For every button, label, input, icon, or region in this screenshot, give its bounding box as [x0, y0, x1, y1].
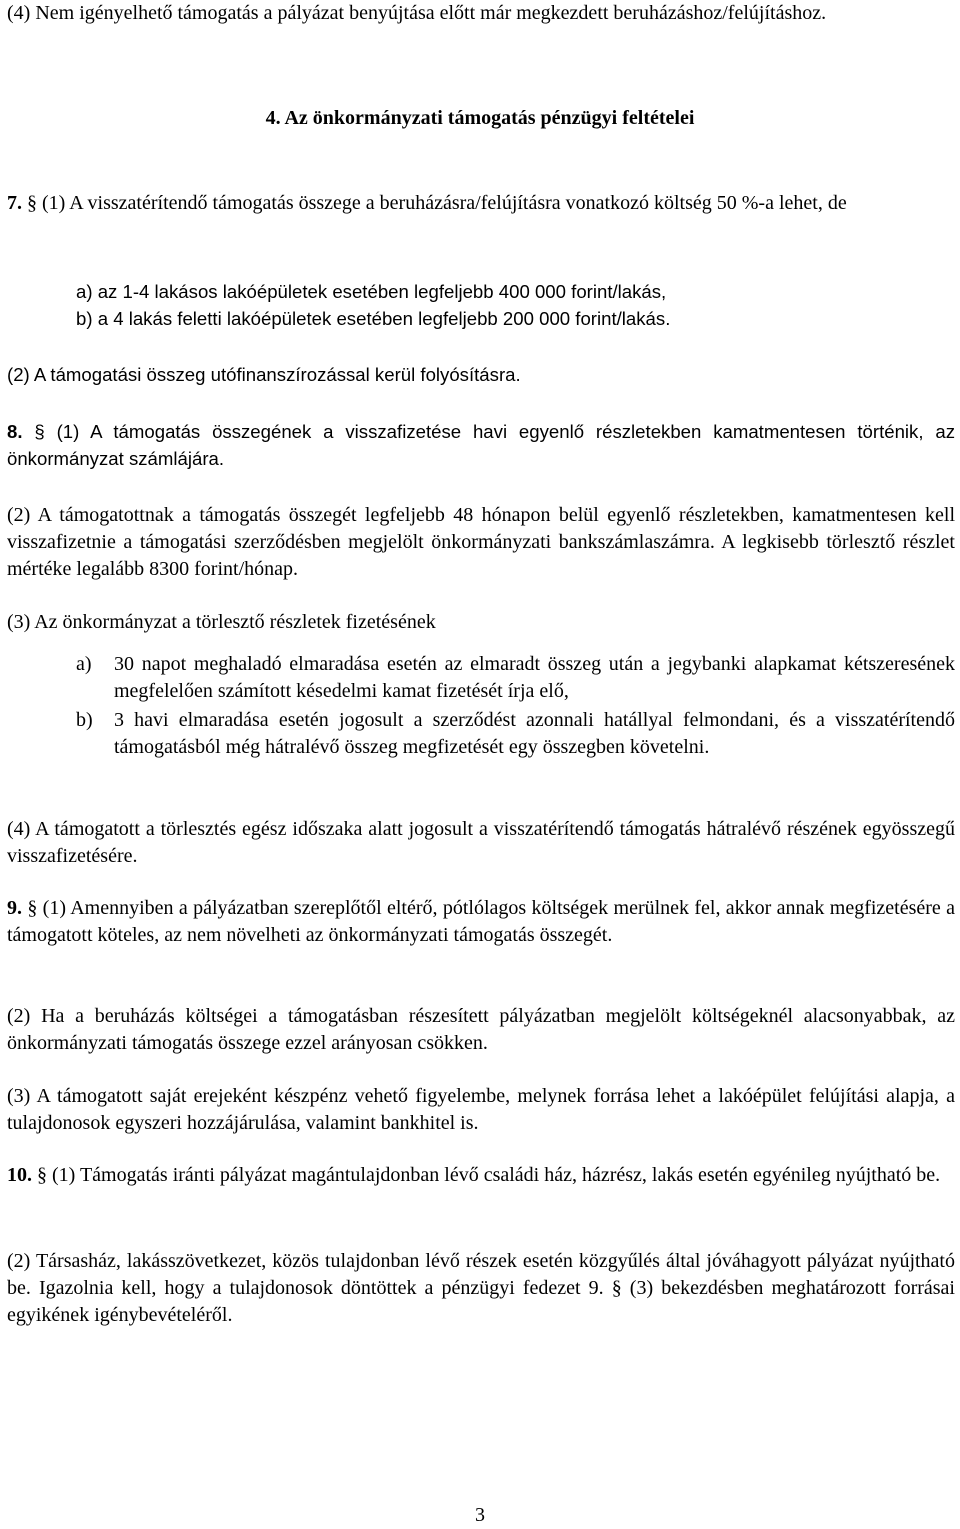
section-number: 10.: [7, 1164, 32, 1186]
list-item-a: [76, 651, 955, 705]
section-text: § (1) A támogatás összegének a visszafizetése havi egyenlő részletekben kamatmentesen történik, az önkormányzat számlájára.: [7, 421, 956, 469]
paragraph-4-prev: (4) Nem igényelhető támogatás a pályázat benyújtása előtt már megkezdett beruházáshoz/felújításhoz.: [7, 2, 827, 24]
section-9-paragraph-2: (2) Ha a beruházás költségei a támogatásban részesített pályázatban megjelölt költségeknél alacsonyabbak, az önkormányzati támogatás összege ezzel arányosan csökken.: [7, 1005, 955, 1054]
list-item-b: b) a 4 lakás feletti lakóépületek esetében legfeljebb 200 000 forint/lakás.: [76, 308, 671, 329]
section-8-paragraph-3: (3) Az önkormányzat a törlesztő részletek fizetésének: [7, 611, 436, 633]
section-heading: 4. Az önkormányzati támogatás pénzügyi feltételei: [265, 107, 695, 129]
section-10-paragraph-1: [7, 1162, 955, 1189]
section-number: 9.: [7, 897, 22, 919]
list-label: b): [76, 709, 93, 731]
section-9-paragraph-1: [7, 895, 955, 949]
section-number: 7.: [7, 192, 22, 214]
section-8-paragraph-2: (2) A támogatottnak a támogatás összegét legfeljebb 48 hónapon belül egyenlő részletekben, kamatmentesen kell visszafizetnie a támogatási szerződésben megjelölt önkormányzati bankszámlaszámra. A legkisebb törlesztő részlet mértéke legalább 8300 forint/hónap.: [7, 504, 955, 580]
section-text: § (1) Amennyiben a pályázatban szereplőtől eltérő, pótlólagos költségek merülnek fel, akkor annak megfizetésére a támogatott köteles, az nem növelheti az önkormányzati támogatás összegét.: [7, 897, 956, 946]
list-item-b: [76, 707, 955, 761]
list-text: 3 havi elmaradása esetén jogosult a szerződést azonnali hatállyal felmondani, és a visszatérítendő támogatásból még hátralévő összeg megfizetését egy összegben követelni.: [114, 709, 955, 758]
page-number: 3: [475, 1504, 485, 1526]
list-label: a): [76, 653, 92, 675]
section-7-paragraph-2: (2) A támogatási összeg utófinanszírozással kerül folyósításra.: [7, 364, 521, 385]
section-8-paragraph-4: (4) A támogatott a törlesztés egész időszaka alatt jogosult a visszatérítendő támogatás hátralévő részének egyösszegű visszafizetésére.: [7, 818, 955, 867]
section-text: § (1) A visszatérítendő támogatás összege a beruházásra/felújításra vonatkozó költség 50 %-a lehet, de: [27, 192, 847, 214]
list-item-a: a) az 1-4 lakásos lakóépületek esetében legfeljebb 400 000 forint/lakás,: [76, 281, 667, 302]
section-number: 8.: [7, 421, 23, 442]
section-7-paragraph-1: [7, 190, 955, 217]
section-8-paragraph-1: [7, 418, 955, 472]
section-text: § (1) Támogatás iránti pályázat magántulajdonban lévő családi ház, házrész, lakás esetén egyénileg nyújtható be.: [37, 1164, 941, 1186]
section-9-paragraph-3: (3) A támogatott saját erejeként készpénz vehető figyelembe, melynek forrása lehet a lakóépület felújítási alapja, a tulajdonosok egyszeri hozzájárulása, valamint bankhitel is.: [7, 1085, 955, 1134]
list-text: 30 napot meghaladó elmaradása esetén az elmaradt összeg után a jegybanki alapkamat kétszeresének megfelelően számított késedelmi kamat fizetését írja elő,: [114, 653, 955, 702]
section-10-paragraph-2: (2) Társasház, lakásszövetkezet, közös tulajdonban lévő részek esetén közgyűlés által jóváhagyott pályázat nyújtható be. Igazolnia kell, hogy a tulajdonosok döntöttek a pénzügyi fedezet 9. § (3) bekezdésben meghatározott forrásai egyikének igénybevételéről.: [7, 1250, 955, 1326]
